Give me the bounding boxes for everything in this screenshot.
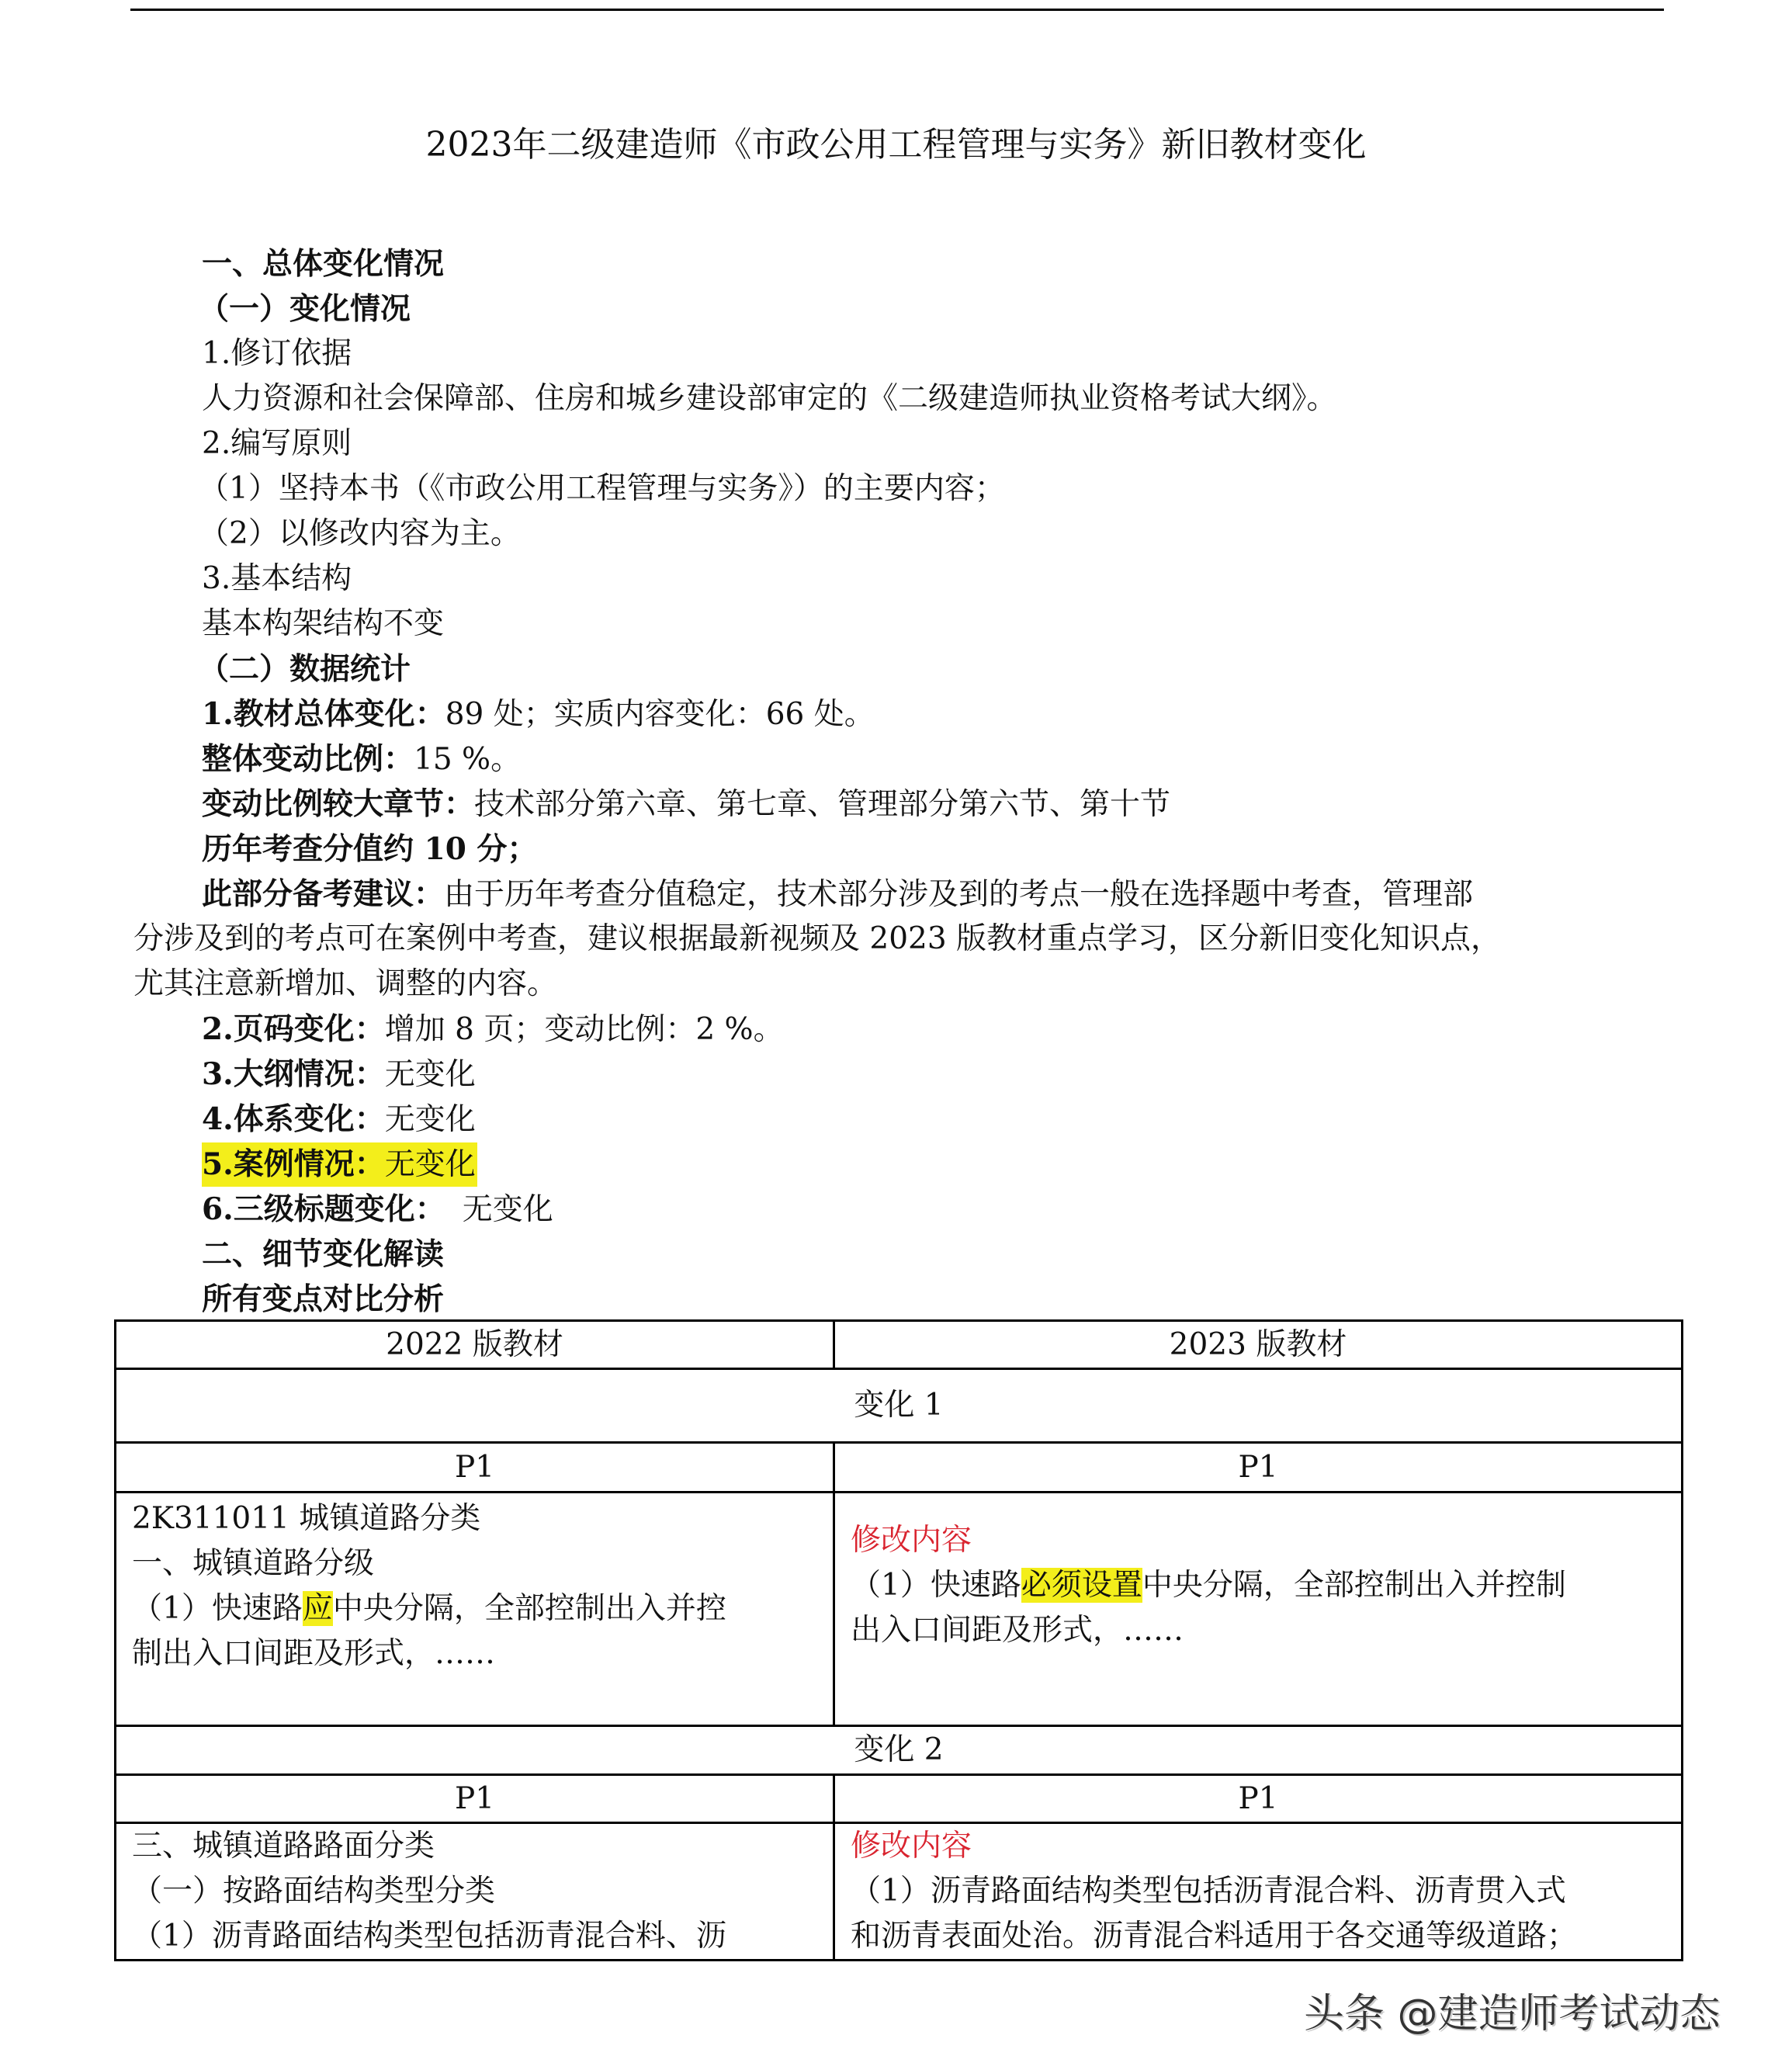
score-text: 历年考查分值约 10 分； bbox=[202, 831, 538, 867]
change-1-title: 变化 1 bbox=[116, 1369, 1683, 1443]
sub1-heading: （一）变化情况 bbox=[199, 291, 411, 327]
new-text: （1）快速路 bbox=[851, 1568, 1021, 1603]
comparison-table bbox=[114, 1319, 1683, 1961]
advice-label: 此部分备考建议： bbox=[202, 876, 445, 912]
stat6-label: 6.三级标题变化： bbox=[202, 1191, 445, 1227]
item1-text: 人力资源和社会保障部、住房和城乡建设部审定的《二级建造师执业资格考试大纲》。 bbox=[202, 381, 1337, 416]
stat4-label: 4.体系变化： bbox=[202, 1101, 385, 1137]
stat3 bbox=[202, 1052, 476, 1097]
highlighted-new-words: 必须设置 bbox=[1021, 1568, 1142, 1603]
change-1-new-page: P1 bbox=[834, 1443, 1683, 1493]
stat1-value: 89 处；实质内容变化：66 处。 bbox=[445, 697, 875, 732]
change-1-old-page: P1 bbox=[116, 1443, 834, 1493]
big-chapters bbox=[202, 782, 1170, 827]
document-title: 2023年二级建造师《市政公用工程管理与实务》新旧教材变化 bbox=[425, 125, 1367, 165]
old-line: 一、城镇道路分级 bbox=[132, 1546, 375, 1581]
new-line: 和沥青表面处治。沥青混合料适用于各交通等级道路； bbox=[851, 1919, 1578, 1954]
header-2023: 2023 版教材 bbox=[834, 1321, 1683, 1369]
stat4 bbox=[202, 1097, 476, 1142]
old-text: （1）快速路 bbox=[132, 1591, 303, 1626]
section1-heading: 一、总体变化情况 bbox=[202, 246, 445, 282]
old-line: 三、城镇道路路面分类 bbox=[132, 1829, 435, 1864]
ratio-value: 15 %。 bbox=[414, 742, 522, 777]
table-header-row bbox=[116, 1321, 1683, 1369]
stat2 bbox=[202, 1007, 784, 1052]
change-title-row bbox=[116, 1369, 1683, 1443]
item3-label: 3.基本结构 bbox=[202, 561, 352, 596]
page-row bbox=[116, 1443, 1683, 1493]
stat3-label: 3.大纲情况： bbox=[202, 1056, 385, 1092]
change-2-old-page: P1 bbox=[116, 1775, 834, 1823]
change-2-old-content bbox=[116, 1823, 834, 1961]
old-text: 中央分隔，全部控制出入并控 bbox=[332, 1591, 726, 1626]
old-line: （一）按路面结构类型分类 bbox=[132, 1874, 496, 1909]
item3-text: 基本构架结构不变 bbox=[202, 606, 445, 641]
content-row bbox=[116, 1493, 1683, 1726]
sub2-heading: （二）数据统计 bbox=[199, 651, 411, 687]
ratio bbox=[202, 737, 521, 782]
item2-point1: （1）坚持本书（《市政公用工程管理与实务》）的主要内容； bbox=[199, 471, 1005, 506]
item1-label: 1.修订依据 bbox=[202, 336, 352, 371]
modified-tag: 修改内容 bbox=[851, 1523, 972, 1558]
stat1 bbox=[202, 692, 875, 737]
change-2-new-content bbox=[834, 1823, 1683, 1961]
stat2-label: 2.页码变化： bbox=[202, 1011, 385, 1047]
content-row bbox=[116, 1823, 1683, 1961]
change-2-title: 变化 2 bbox=[116, 1726, 1683, 1775]
stat5-value: 无变化 bbox=[384, 1147, 476, 1182]
watermark: 头条 @建造师考试动态 bbox=[1304, 1991, 1721, 2037]
advice-line3: 尤其注意新增加、调整的内容。 bbox=[133, 966, 558, 1001]
old-line: 制出入口间距及形式，…… bbox=[132, 1636, 496, 1671]
header-2022: 2022 版教材 bbox=[116, 1321, 834, 1369]
advice-line1 bbox=[202, 872, 1473, 917]
section2-heading: 二、细节变化解读 bbox=[202, 1236, 445, 1272]
stat3-value: 无变化 bbox=[384, 1057, 476, 1092]
old-line: （1）沥青路面结构类型包括沥青混合料、沥 bbox=[132, 1919, 726, 1954]
page-row bbox=[116, 1775, 1683, 1823]
stat1-label: 1.教材总体变化： bbox=[202, 696, 445, 732]
ratio-label: 整体变动比例： bbox=[202, 741, 414, 777]
modified-tag: 修改内容 bbox=[851, 1829, 972, 1864]
new-line: 出入口间距及形式，…… bbox=[851, 1613, 1184, 1648]
stat5-highlighted bbox=[202, 1142, 477, 1187]
stat6-value: 无变化 bbox=[462, 1192, 553, 1227]
big-chapters-label: 变动比例较大章节： bbox=[202, 786, 475, 822]
change-1-new-content bbox=[834, 1493, 1683, 1726]
advice-text: 由于历年考查分值稳定，技术部分涉及到的考点一般在选择题中考查，管理部 bbox=[444, 877, 1474, 912]
item2-label: 2.编写原则 bbox=[202, 426, 352, 461]
section2-subheading: 所有变点对比分析 bbox=[202, 1281, 445, 1317]
top-rule bbox=[130, 9, 1664, 11]
old-line bbox=[132, 1586, 817, 1631]
change-2-new-page: P1 bbox=[834, 1775, 1683, 1823]
advice-line2: 分涉及到的考点可在案例中考查，建议根据最新视频及 2023 版教材重点学习，区分新旧变化知识点， bbox=[133, 921, 1502, 956]
highlighted-old-word: 应 bbox=[302, 1591, 333, 1626]
old-line: 2K311011 城镇道路分类 bbox=[132, 1501, 481, 1536]
new-line bbox=[851, 1563, 1665, 1608]
stat6 bbox=[202, 1187, 553, 1232]
stat5-label: 5.案例情况： bbox=[202, 1146, 385, 1182]
new-line: （1）沥青路面结构类型包括沥青混合料、沥青贯入式 bbox=[851, 1874, 1566, 1909]
big-chapters-value: 技术部分第六章、第七章、管理部分第六节、第十节 bbox=[474, 787, 1171, 822]
change-title-row bbox=[116, 1726, 1683, 1775]
stat2-value: 增加 8 页；变动比例：2 %。 bbox=[384, 1012, 784, 1047]
change-1-old-content bbox=[116, 1493, 834, 1726]
stat4-value: 无变化 bbox=[384, 1102, 476, 1137]
new-text: 中央分隔，全部控制出入并控制 bbox=[1142, 1568, 1566, 1603]
item2-point2: （2）以修改内容为主。 bbox=[199, 516, 521, 551]
